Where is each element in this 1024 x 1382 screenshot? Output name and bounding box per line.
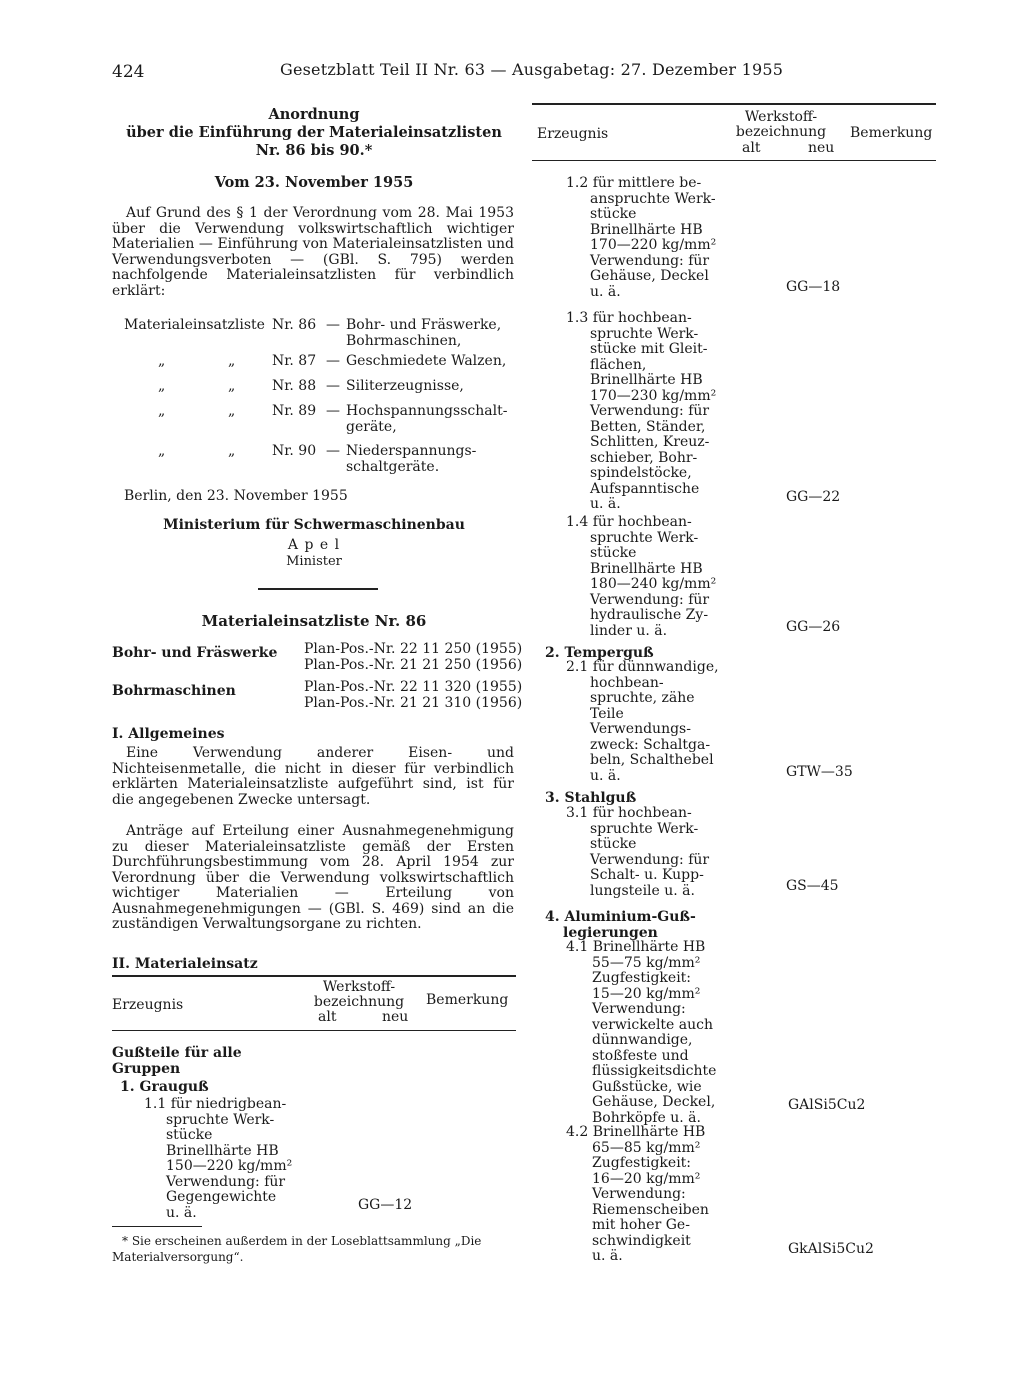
ditto-mark: „ — [228, 443, 236, 459]
item-line: Verwendung: für — [166, 1173, 286, 1190]
item-line: 4.1 Brinellhärte HB — [566, 939, 706, 955]
list-nr: Nr. 89 — [272, 403, 317, 419]
footnote: * Sie erscheinen außerdem in der Loseblattsammlung „Die Materialversorgung“. — [112, 1234, 482, 1264]
list-text: schaltgeräte. — [346, 459, 440, 475]
plan-pos: Plan-Pos.-Nr. 21 21 250 (1956) — [304, 657, 523, 673]
col-product: Erzeugnis — [537, 126, 609, 142]
signer: A p e l — [287, 537, 341, 553]
col-product: Erzeugnis — [112, 997, 184, 1013]
item-line: stücke — [590, 836, 637, 852]
section1-paragraph: Eine Verwendung anderer Eisen- und Nichteisenmetalle, die nicht in dieser für verbindlich erklärten Materialeinsatzliste aufgeführt sind, ist für die angegebenen Zwecke untersagt. — [112, 745, 514, 808]
order-preamble: Auf Grund des § 1 der Verordnung vom 28. Mai 1953 über die Verwendung volkswirtschaftlich wichtiger Materialien — Einführung von Materialeinsatzlisten und Verwendungsverboten — (GBl. S. 795) werden nachfolgende Materialeinsatzlisten für verbindlich erklärt: — [112, 205, 514, 299]
item-line: Aufspanntische — [590, 480, 700, 497]
item-line: Betten, Ständer, — [590, 418, 706, 435]
item-1-3 — [566, 311, 716, 513]
item-line: dünnwandige, — [592, 1032, 693, 1048]
item-4-1 — [566, 940, 716, 1126]
subgroup-title: 3. Stahlguß — [545, 790, 637, 806]
item-line: 180—240 kg/mm² — [590, 576, 717, 592]
list-text: Hochspannungsschalt- — [346, 403, 508, 419]
item-line: Brinellhärte HB — [590, 221, 703, 238]
list-text: Siliterzeugnisse, — [346, 378, 464, 394]
ditto-mark: „ — [228, 353, 236, 369]
item-line: linder u. ä. — [590, 622, 668, 639]
list-text: Niederspannungs- — [346, 443, 477, 459]
item-line: u. ä. — [590, 283, 621, 300]
order-date: Vom 23. November 1955 — [214, 174, 414, 191]
group-title-line1: Gußteile für alle — [112, 1045, 242, 1061]
item-line: 1.1 für niedrigbean- — [144, 1096, 287, 1112]
item-line: hydraulische Zy- — [590, 607, 709, 623]
item-line: schieber, Bohr- — [590, 449, 698, 466]
group-label: Bohrmaschinen — [112, 683, 236, 699]
list-enumeration — [124, 318, 524, 478]
subgroup-title — [545, 910, 696, 941]
col-remark: Bemerkung — [850, 125, 933, 141]
ditto-mark: „ — [158, 378, 166, 394]
item-line: schwindigkeit — [592, 1232, 691, 1249]
item-line: Brinellhärte HB — [590, 372, 703, 388]
plan-pos: Plan-Pos.-Nr. 21 21 310 (1956) — [304, 695, 523, 711]
item-line: zweck: Schaltga- — [590, 736, 711, 753]
col-material-line1: Werkstoff- — [744, 109, 818, 125]
list-text: Bohrmaschinen, — [346, 333, 462, 349]
col-material — [726, 110, 836, 140]
order-title-line3: Nr. 86 bis 90.* — [255, 142, 373, 159]
col-new: neu — [808, 140, 835, 156]
list-dash: — — [326, 317, 340, 333]
item-line: Gehäuse, Deckel, — [592, 1094, 716, 1110]
divider — [258, 588, 378, 590]
table-rule — [532, 160, 936, 161]
item-line: 3.1 für hochbean- — [566, 805, 692, 821]
section-title: II. Materialeinsatz — [112, 956, 258, 972]
item-line: 1.4 für hochbean- — [566, 514, 692, 530]
item-line: Brinellhärte HB — [590, 560, 703, 577]
item-line: spruchte, zähe — [590, 690, 695, 706]
list-nr: Nr. 88 — [272, 378, 317, 394]
item-line: Verwendung: für — [590, 591, 710, 608]
col-old: alt — [742, 140, 761, 156]
list-text: Geschmiedete Walzen, — [346, 353, 507, 369]
order-title-line1: Anordnung — [268, 106, 360, 123]
item-1-2 — [566, 176, 716, 300]
subgroup-title: 2. Temperguß — [545, 645, 654, 661]
material-code: GG—26 — [786, 619, 841, 635]
item-line: lungsteile u. ä. — [590, 882, 695, 899]
item-line: hochbean- — [590, 674, 664, 691]
subgroup-title: 1. Grauguß — [120, 1079, 209, 1095]
item-line: 170—220 kg/mm² — [590, 237, 717, 253]
plan-pos: Plan-Pos.-Nr. 22 11 320 (1955) — [304, 679, 523, 695]
list-dash: — — [326, 353, 340, 369]
item-line: 15—20 kg/mm² — [592, 985, 701, 1002]
plan-pos: Plan-Pos.-Nr. 22 11 250 (1955) — [304, 641, 523, 657]
page-number: 424 — [112, 62, 145, 82]
subgroup-title-line2: legierungen — [563, 924, 658, 941]
material-code: GAlSi5Cu2 — [788, 1097, 866, 1113]
list-dash: — — [326, 378, 340, 394]
ditto-mark: „ — [158, 443, 166, 459]
ditto-mark: „ — [158, 353, 166, 369]
item-line: 170—230 kg/mm² — [590, 387, 717, 404]
item-line: 16—20 kg/mm² — [592, 1170, 701, 1187]
ditto-mark: „ — [228, 378, 236, 394]
item-line: Brinellhärte HB — [166, 1142, 279, 1159]
list86-title: Materialeinsatzliste Nr. 86 — [201, 612, 427, 630]
list-nr: Nr. 86 — [272, 317, 317, 333]
col-material-line2: bezeichnung — [735, 124, 827, 140]
col-remark: Bemerkung — [426, 992, 509, 1008]
item-3-1 — [566, 806, 709, 899]
material-code: GG—22 — [786, 489, 841, 505]
list-nr: Nr. 90 — [272, 443, 317, 459]
item-line: spruchte Werk- — [590, 529, 699, 546]
item-1-4 — [566, 515, 716, 639]
material-code: GkAlSi5Cu2 — [788, 1241, 874, 1257]
item-line: Gehäuse, Deckel — [590, 268, 709, 284]
item-line: Verwendung: für — [590, 252, 710, 269]
item-line: Verwendung: für — [590, 403, 710, 419]
list-dash: — — [326, 403, 340, 419]
item-4-2 — [566, 1125, 709, 1265]
list-nr: Nr. 87 — [272, 353, 317, 369]
material-code: GTW—35 — [786, 764, 853, 780]
item-line: Schalt- u. Kupp- — [590, 867, 704, 883]
item-line: stücke — [590, 545, 637, 561]
order-title-line2: über die Einführung der Materialeinsatzlisten — [126, 124, 502, 141]
item-line: u. ä. — [166, 1204, 197, 1221]
table-rule — [112, 1030, 516, 1031]
table-rule — [112, 975, 516, 977]
ministry: Ministerium für Schwermaschinenbau — [163, 517, 465, 533]
item-line: stücke mit Gleit- — [590, 341, 708, 357]
item-line: 65—85 kg/mm² — [592, 1139, 701, 1156]
item-line: spruchte Werk- — [590, 325, 699, 342]
item-line: 1.2 für mittlere be- — [566, 175, 702, 191]
item-line: anspruchte Werk- — [590, 190, 716, 207]
item-line: 150—220 kg/mm² — [166, 1158, 293, 1174]
item-line: Gegengewichte — [166, 1189, 277, 1205]
item-line: Schlitten, Kreuz- — [590, 434, 710, 450]
item-line: Zugfestigkeit: — [592, 1155, 692, 1171]
item-line: Verwendung: für — [590, 851, 710, 868]
item-line: stoßfeste und — [592, 1047, 689, 1064]
section1-paragraph: Anträge auf Erteilung einer Ausnahmegenehmigung zu dieser Materialeinsatzliste gemäß der Ersten Durchführungsbestimmung vom 28. April 1954 zur Verordnung über die Verwendung volkswirtschaftlich wichtiger Materialien — Erteilung von Ausnahmegenehmigungen — (GBl. S. 469) sind an die zuständigen Verwaltungsorgane zu richten. — [112, 823, 514, 932]
item-line: Verwendung: — [592, 1186, 686, 1202]
item-line: u. ä. — [590, 496, 621, 512]
item-line: spruchte Werk- — [590, 820, 699, 837]
footnote-rule — [112, 1226, 202, 1227]
item-line: 1.3 für hochbean- — [566, 310, 692, 326]
item-line: Gußstücke, wie — [592, 1078, 702, 1095]
place-date: Berlin, den 23. November 1955 — [124, 488, 348, 504]
group-title — [112, 1046, 242, 1077]
item-line: Verwendungs- — [590, 721, 691, 737]
section-title: I. Allgemeines — [112, 726, 225, 742]
ditto-mark: „ — [158, 403, 166, 419]
item-1-1 — [144, 1097, 292, 1221]
item-line: 55—75 kg/mm² — [592, 954, 701, 971]
col-material-line1: Werkstoff- — [322, 979, 396, 995]
col-old: alt — [318, 1009, 337, 1025]
item-line: stücke — [166, 1127, 213, 1143]
list-dash: — — [326, 443, 340, 459]
item-line: 2.1 für dünnwandige, — [566, 659, 719, 675]
material-code: GG—18 — [786, 279, 841, 295]
order-title — [112, 106, 516, 160]
item-line: 4.2 Brinellhärte HB — [566, 1124, 706, 1140]
col-material — [304, 980, 414, 1010]
item-line: spruchte Werk- — [166, 1111, 275, 1128]
item-line: beln, Schalthebel — [590, 752, 714, 768]
col-new: neu — [382, 1009, 409, 1025]
item-line: flüssigkeitsdichte — [592, 1063, 717, 1079]
group-label: Bohr- und Fräswerke — [112, 645, 278, 661]
item-line: flächen, — [590, 356, 647, 373]
item-line: Teile — [590, 705, 624, 722]
item-line: stücke — [590, 206, 637, 222]
ditto-mark: „ — [228, 403, 236, 419]
group-title-line2: Gruppen — [112, 1060, 181, 1077]
item-line: u. ä. — [590, 767, 621, 784]
table-rule — [532, 103, 936, 105]
item-line: verwickelte auch — [592, 1016, 714, 1033]
list-text: Bohr- und Fräswerke, — [346, 317, 502, 333]
item-line: Bohrköpfe u. ä. — [592, 1109, 701, 1126]
material-code: GG—12 — [358, 1197, 413, 1213]
item-2-1 — [566, 660, 719, 784]
item-line: Zugfestigkeit: — [592, 970, 692, 986]
item-line: u. ä. — [592, 1248, 623, 1264]
item-line: Verwendung: — [592, 1001, 686, 1017]
material-code: GS—45 — [786, 878, 839, 894]
item-line: spindelstöcke, — [590, 465, 692, 481]
list-text: geräte, — [346, 419, 397, 435]
signer-title: Minister — [286, 554, 342, 569]
col-material-line2: bezeichnung — [313, 994, 405, 1010]
item-line: Riemenscheiben — [592, 1201, 709, 1218]
item-line: mit hoher Ge- — [592, 1217, 690, 1233]
list-prefix: Materialeinsatzliste — [124, 317, 265, 333]
subgroup-title-line1: 4. Aluminium-Guß- — [545, 909, 696, 925]
running-title: Gesetzblatt Teil II Nr. 63 — Ausgabetag: 27. Dezember 1955 — [280, 60, 784, 79]
